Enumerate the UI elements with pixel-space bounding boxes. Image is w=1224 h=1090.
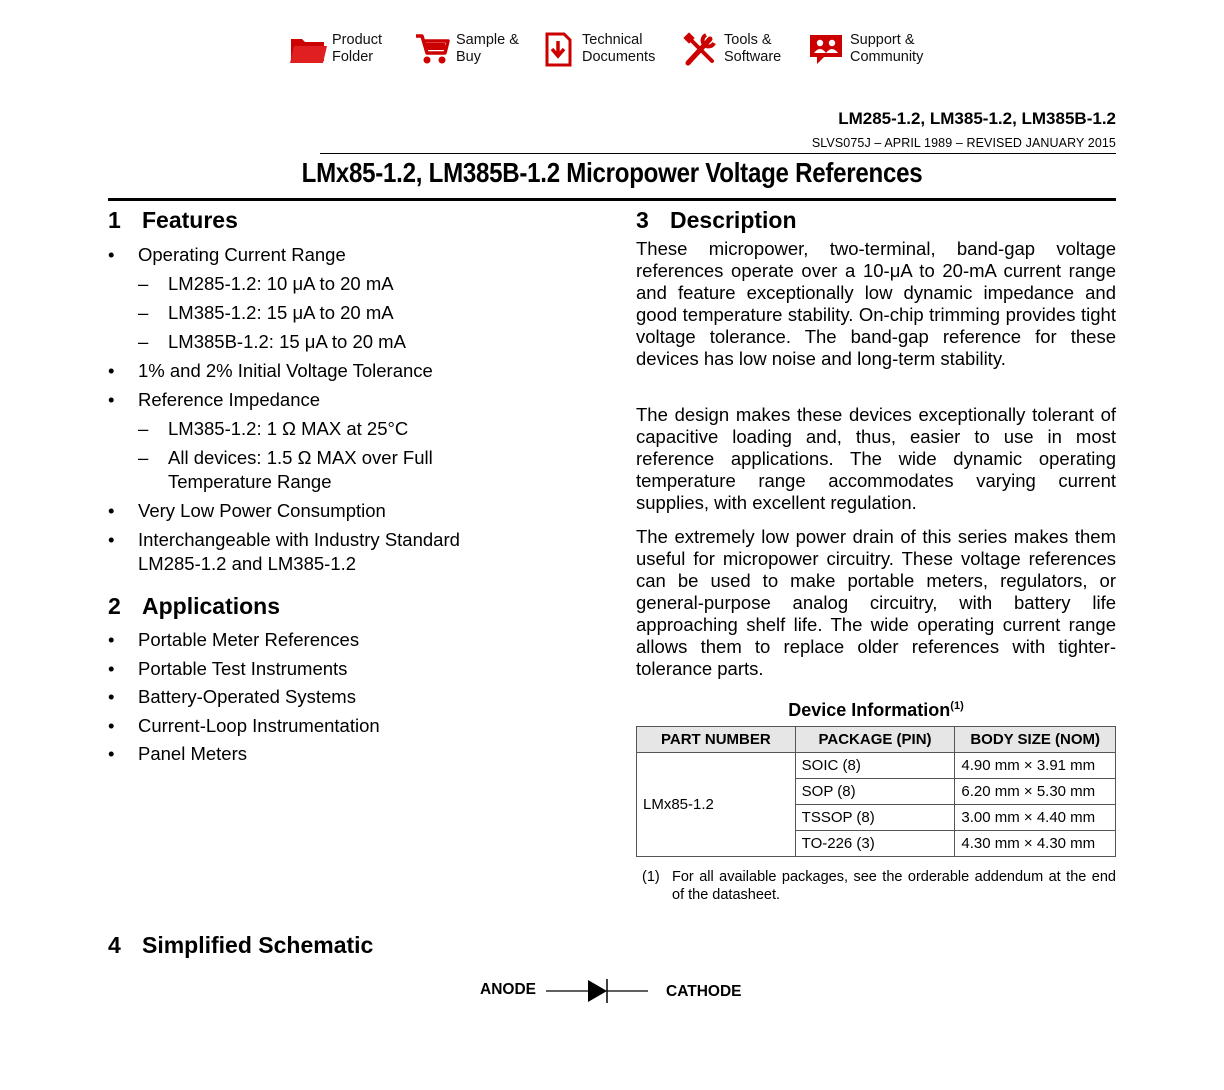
list-item-text: Portable Meter References (138, 629, 360, 650)
bullet-marker: – (138, 418, 149, 439)
nav-sample-buy[interactable] (412, 26, 519, 72)
column-header: BODY SIZE (NOM) (955, 727, 1116, 753)
list-item (108, 417, 508, 441)
header-rule (320, 153, 1116, 154)
cart-icon (412, 29, 452, 69)
bullet-marker: – (138, 447, 149, 468)
column-header: PACKAGE (PIN) (795, 727, 955, 753)
list-item (108, 359, 508, 383)
document-icon (538, 29, 578, 69)
anode-label: ANODE (480, 981, 536, 998)
bullet-marker: • (108, 244, 115, 265)
diode-symbol (544, 975, 650, 1007)
description-heading (636, 207, 797, 234)
title-rule (108, 198, 1116, 201)
tools-icon (680, 29, 720, 69)
top-navigation (0, 26, 1224, 76)
list-item-text: Current-Loop Instrumentation (138, 714, 380, 736)
section-number: 4 (108, 932, 121, 958)
list-item (108, 301, 508, 325)
footnote-ref: (1) (950, 700, 964, 712)
section-title: Features (142, 207, 238, 233)
nav-label: Technical Documents (582, 32, 656, 65)
bullet-marker: • (108, 389, 115, 410)
nav-label: Tools & Software (724, 32, 782, 65)
nav-support-community[interactable] (806, 26, 923, 72)
section-number: 3 (636, 207, 649, 233)
bullet-marker: – (138, 302, 149, 323)
list-item-text: LM385-1.2: 1 Ω MAX at 25°C (168, 418, 409, 439)
device-information-table (636, 726, 1116, 857)
list-item (108, 446, 468, 494)
package-cell: TSSOP (8) (795, 805, 955, 831)
list-item (108, 272, 508, 296)
list-item-text: Portable Test Instruments (138, 657, 348, 679)
bullet-marker: – (138, 331, 149, 352)
list-item (108, 243, 508, 267)
applications-heading (108, 593, 280, 620)
table-header-row (637, 727, 1116, 753)
list-item-text: LM385-1.2: 15 μA to 20 mA (168, 302, 394, 323)
schematic-heading (108, 932, 373, 959)
list-item: • Portable Test Instruments (108, 657, 348, 679)
body-size-cell: 4.30 mm × 4.30 mm (955, 831, 1116, 857)
section-title: Description (670, 207, 797, 233)
list-item (108, 388, 508, 412)
part-number-cell: LMx85-1.2 (637, 753, 796, 857)
list-item (108, 528, 498, 576)
bullet-marker: • (108, 529, 115, 550)
table-footnote (642, 868, 1116, 904)
list-item: • Current-Loop Instrumentation (108, 714, 380, 736)
section-title: Simplified Schematic (142, 932, 374, 958)
footnote-mark: (1) (642, 869, 660, 885)
description-paragraph: The extremely low power drain of this series makes them useful for micropower circuitry. These voltage references can be used to make portable meters, regulators, or general-purpose analog circuitry, with battery life approaching shelf life. The wide operating current range allows them to replace older references with tighter-tolerance parts. (636, 526, 1116, 679)
table-caption (636, 700, 1116, 721)
table-row (637, 753, 1116, 779)
table-caption-text: Device Information (788, 700, 951, 720)
nav-tools-software[interactable] (680, 26, 781, 72)
list-item (108, 330, 508, 354)
cathode-label: CATHODE (666, 983, 742, 1000)
nav-label: Support & Community (850, 32, 924, 65)
list-item-text: All devices: 1.5 Ω MAX over Full Temperature Range (168, 447, 433, 492)
section-number: 1 (108, 207, 121, 233)
list-item-text: Operating Current Range (138, 244, 346, 265)
package-cell: SOIC (8) (795, 753, 955, 779)
document-title: LMx85-1.2, LM385B-1.2 Micropower Voltage References (301, 157, 923, 188)
simplified-schematic (0, 970, 1224, 1010)
support-chat-icon (806, 29, 846, 69)
document-id: SLVS075J – APRIL 1989 – REVISED JANUARY 2015 (811, 136, 1116, 150)
bullet-marker: • (108, 500, 115, 521)
features-heading (108, 207, 238, 234)
nav-technical-documents[interactable] (538, 26, 655, 72)
description-paragraph: These micropower, two-terminal, band-gap voltage references operate over a 10-μA to 20-mA current range and feature exceptionally low dynamic impedance and good temperature stability. On-chip trimming provides tight voltage tolerance. The band-gap reference for these devices has low noise and long-term stability. (636, 238, 1116, 369)
body-size-cell: 4.90 mm × 3.91 mm (955, 753, 1116, 779)
column-header: PART NUMBER (637, 727, 796, 753)
package-cell: SOP (8) (795, 779, 955, 805)
list-item-text: Very Low Power Consumption (138, 500, 386, 521)
list-item: • Battery-Operated Systems (108, 686, 356, 707)
bullet-marker: • (108, 360, 115, 381)
description-paragraph: The design makes these devices exceptionally tolerant of capacitive loading and, thus, easier to use in most reference applications. The wide dynamic operating temperature range accommodates varying current supplies, with excellent regulation. (636, 404, 1116, 513)
list-item (108, 499, 508, 523)
section-title: Applications (142, 593, 281, 619)
list-item-text: LM285-1.2: 10 μA to 20 mA (168, 273, 394, 294)
nav-product-folder[interactable] (288, 26, 382, 72)
list-item: • Panel Meters (108, 743, 247, 764)
bullet-marker: – (138, 273, 149, 294)
section-number: 2 (108, 593, 121, 619)
list-item-text: Panel Meters (138, 743, 247, 764)
body-size-cell: 3.00 mm × 4.40 mm (955, 805, 1116, 831)
applications-list (108, 628, 508, 766)
list-item-text: LM385B-1.2: 15 μA to 20 mA (168, 331, 406, 352)
list-item-text: Battery-Operated Systems (138, 686, 356, 707)
nav-label: Product Folder (332, 32, 382, 65)
nav-label: Sample & Buy (456, 32, 519, 65)
footnote-text: For all available packages, see the orderable addendum at the end of the datasheet. (672, 869, 1116, 903)
package-cell: TO-226 (3) (795, 831, 955, 857)
list-item-text: Interchangeable with Industry Standard LM285-1.2 and LM385-1.2 (138, 529, 460, 574)
list-item: • Portable Meter References (108, 629, 360, 650)
features-list (108, 243, 508, 576)
list-item-text: 1% and 2% Initial Voltage Tolerance (138, 360, 433, 381)
part-numbers: LM285-1.2, LM385-1.2, LM385B-1.2 (838, 109, 1116, 128)
folder-icon (288, 29, 328, 69)
body-size-cell: 6.20 mm × 5.30 mm (955, 779, 1116, 805)
list-item-text: Reference Impedance (138, 389, 321, 410)
